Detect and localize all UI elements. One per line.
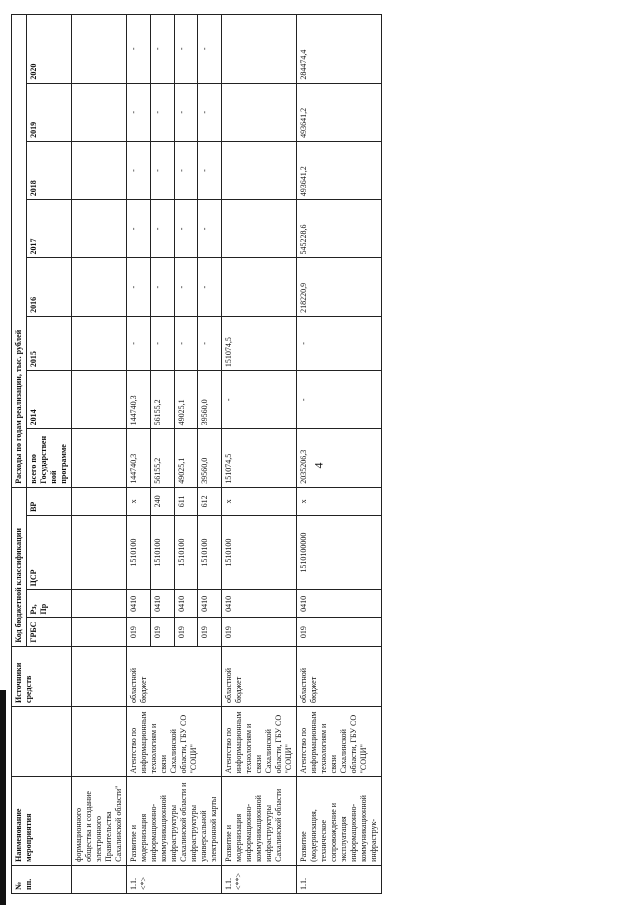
- cell-total: 56155,2: [150, 429, 174, 487]
- cell-2018: 493641,2: [297, 141, 382, 199]
- cell-vr: x: [297, 487, 382, 515]
- cell-2020: -: [174, 15, 198, 84]
- cell-2020: -: [150, 15, 174, 84]
- cell-vr: 612: [198, 487, 222, 515]
- cell-csr: 1510100: [174, 515, 198, 589]
- cell-2019: -: [150, 83, 174, 141]
- col-header-total: всего по Государственной программе: [27, 429, 72, 487]
- cell-csr: 1510100: [150, 515, 174, 589]
- table-row: [72, 15, 127, 894]
- row-name: Развитие (модернизация, техническое сопровождение и эксплуатация информационно-коммуникационной инфраструк-: [297, 777, 382, 865]
- col-header-2019: 2019: [27, 83, 72, 141]
- cell-2017: 545228,6: [297, 200, 382, 258]
- row-name: Развитие и модернизация информационно-коммуникационной инфраструктуры Сахалинской области: [222, 777, 297, 865]
- cell-grbs: 019: [174, 618, 198, 646]
- col-header-2020: 2020: [27, 15, 72, 84]
- cell-total: 144740,3: [127, 429, 151, 487]
- rotated-table-wrapper: [11, 14, 574, 894]
- col-header-2015: 2015: [27, 316, 72, 370]
- cell-2014: -: [297, 371, 382, 429]
- row-name: Развитие и модернизация информационно-коммуникационной инфраструктуры Сахалинской области и инфраструктуры универсальной электронной карты: [127, 777, 222, 865]
- cell-rzpr: 0410: [174, 590, 198, 618]
- cell-2014: 49025,1: [174, 371, 198, 429]
- col-header-source: Источники средств: [12, 646, 72, 706]
- cell-vr: x: [222, 487, 297, 515]
- cell-2016: 218220,9: [297, 258, 382, 316]
- col-header-2016: 2016: [27, 258, 72, 316]
- cell-2015: -: [297, 316, 382, 370]
- cell-2018: -: [174, 141, 198, 199]
- cell-2020: [222, 15, 297, 84]
- row-executor: Агентство по информационным технологиям и связи Сахалинской области, ГБУ СО "СОЦИ": [222, 706, 297, 776]
- cell-2018: -: [150, 141, 174, 199]
- cell-2017: -: [174, 200, 198, 258]
- cell-2017: -: [198, 200, 222, 258]
- cell-2016: [222, 258, 297, 316]
- cell-2018: -: [198, 141, 222, 199]
- row-source: областной бюджет: [222, 646, 297, 706]
- cell-rzpr: 0410: [222, 590, 297, 618]
- row-num: 1.1. <*>: [127, 865, 222, 893]
- cell-2018: [222, 141, 297, 199]
- table-row: [127, 15, 151, 894]
- cell-rzpr: 0410: [127, 590, 151, 618]
- cell-2020: -: [198, 15, 222, 84]
- col-header-csr: ЦСР: [27, 515, 72, 589]
- col-header-2018: 2018: [27, 141, 72, 199]
- cell-2015: -: [150, 316, 174, 370]
- cell-2016: -: [127, 258, 151, 316]
- cell-2014: -: [222, 371, 297, 429]
- cell-rzpr: 0410: [198, 590, 222, 618]
- cell-2015: -: [174, 316, 198, 370]
- cell-2019: -: [198, 83, 222, 141]
- cell-2015: -: [198, 316, 222, 370]
- cell-csr: 1510100: [127, 515, 151, 589]
- table-row: [222, 15, 297, 894]
- col-group-expenses: Расходы по годам реализации, тыс. рублей: [12, 15, 27, 488]
- col-header-2014: 2014: [27, 371, 72, 429]
- cell-total: 49025,1: [174, 429, 198, 487]
- cell-total: 2035206,3: [297, 429, 382, 487]
- cell-2019: 493641,2: [297, 83, 382, 141]
- col-header-rzpr: Рз, Пр: [27, 590, 72, 618]
- budget-table: [11, 14, 382, 894]
- col-header-grbs: ГРБС: [27, 618, 72, 646]
- cell-csr: 1510100000: [297, 515, 382, 589]
- cell-2015: -: [127, 316, 151, 370]
- cell-2018: -: [127, 141, 151, 199]
- cell-vr: 240: [150, 487, 174, 515]
- row-executor: Агентство по информационным технологиям и связи Сахалинской области, ГБУ СО "СОЦИ": [297, 706, 382, 776]
- col-header-num: № пп.: [12, 865, 72, 893]
- cell-2016: -: [198, 258, 222, 316]
- cell-2017: [222, 200, 297, 258]
- row-executor: Агентство по информационным технологиям и связи Сахалинской области, ГБУ СО "СОЦИ": [127, 706, 222, 776]
- row-source: областной бюджет: [297, 646, 382, 706]
- cell-2019: -: [127, 83, 151, 141]
- cell-2016: -: [150, 258, 174, 316]
- cell-2020: 284474,4: [297, 15, 382, 84]
- cell-2016: -: [174, 258, 198, 316]
- cell-2019: -: [174, 83, 198, 141]
- cell-grbs: 019: [150, 618, 174, 646]
- cell-2014: 144740,3: [127, 371, 151, 429]
- row-name: формационного общества и создание электронного Правительства Сахалинской области": [72, 777, 127, 865]
- cell-2020: -: [127, 15, 151, 84]
- cell-vr: 611: [174, 487, 198, 515]
- col-group-budget-code: Код бюджетной классификации: [12, 487, 27, 646]
- scan-edge-bar: [0, 690, 6, 905]
- cell-rzpr: 0410: [297, 590, 382, 618]
- row-num: 1.1. <**>: [222, 865, 297, 893]
- page-number: 4: [311, 462, 326, 469]
- cell-grbs: 019: [198, 618, 222, 646]
- cell-grbs: 019: [127, 618, 151, 646]
- cell-2014: 39560,0: [198, 371, 222, 429]
- col-header-executor: [12, 706, 72, 776]
- cell-2019: [222, 83, 297, 141]
- cell-2017: -: [127, 200, 151, 258]
- cell-vr: x: [127, 487, 151, 515]
- table-row: [297, 15, 382, 894]
- cell-csr: 1510100: [198, 515, 222, 589]
- row-num: 1.1.: [297, 865, 382, 893]
- col-header-2017: 2017: [27, 200, 72, 258]
- cell-rzpr: 0410: [150, 590, 174, 618]
- cell-grbs: 019: [297, 618, 382, 646]
- cell-2017: -: [150, 200, 174, 258]
- cell-grbs: 019: [222, 618, 297, 646]
- col-header-name: Наименование мероприятия: [12, 777, 72, 865]
- cell-total: 39560,0: [198, 429, 222, 487]
- cell-2014: 56155,2: [150, 371, 174, 429]
- cell-csr: 1510100: [222, 515, 297, 589]
- row-source: областной бюджет: [127, 646, 222, 706]
- cell-2015: 151074,5: [222, 316, 297, 370]
- cell-total: 151074,5: [222, 429, 297, 487]
- col-header-vr: ВР: [27, 487, 72, 515]
